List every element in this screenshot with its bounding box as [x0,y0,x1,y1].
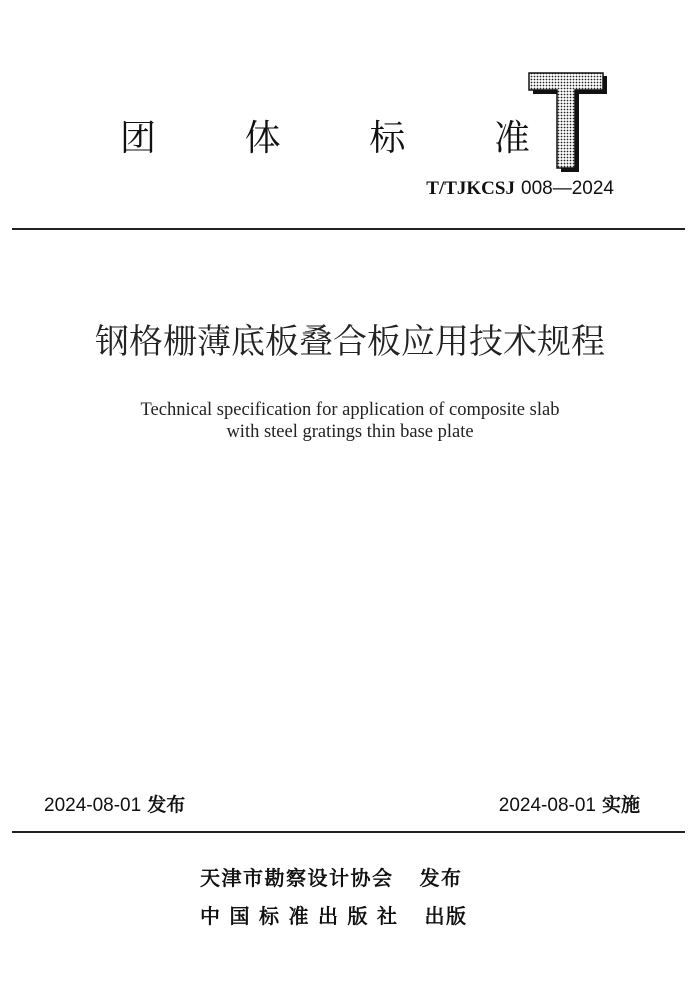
category-char-3: 标 [369,118,406,159]
standard-code: T/TJKCSJ [426,178,515,199]
press-org: 中国标准出版社 [200,904,407,928]
implement-date: 2024-08-01 [498,795,596,816]
standard-category-title [120,110,530,161]
issuer-org: 天津市勘察设计协会 [200,866,394,890]
standard-t-logo [527,72,607,172]
issue-date: 2024-08-01 [44,795,142,816]
category-char-2: 体 [244,118,281,159]
issue-label: 发布 [147,794,186,816]
bottom-divider [12,831,685,833]
issue-date-block [44,790,185,817]
category-char-1: 团 [120,118,157,159]
standard-year-number: 008—2024 [521,178,614,199]
category-char-4: 准 [493,118,530,159]
publisher-row-press [200,900,468,929]
implement-date-block [499,790,640,817]
chinese-title: 钢格栅薄底板叠合板应用技术规程 [95,322,605,362]
english-title [0,399,700,443]
implement-label: 实施 [601,794,640,816]
english-title-line-1: Technical specification for application of composite slab [140,400,560,420]
press-role: 出版 [424,904,468,928]
top-divider [12,228,685,230]
logo-letter: T [527,72,528,73]
publisher-row-issuer [200,862,463,891]
issuer-role: 发布 [419,866,463,890]
standard-number [426,177,614,200]
english-title-line-2: with steel gratings thin base plate [226,422,474,442]
